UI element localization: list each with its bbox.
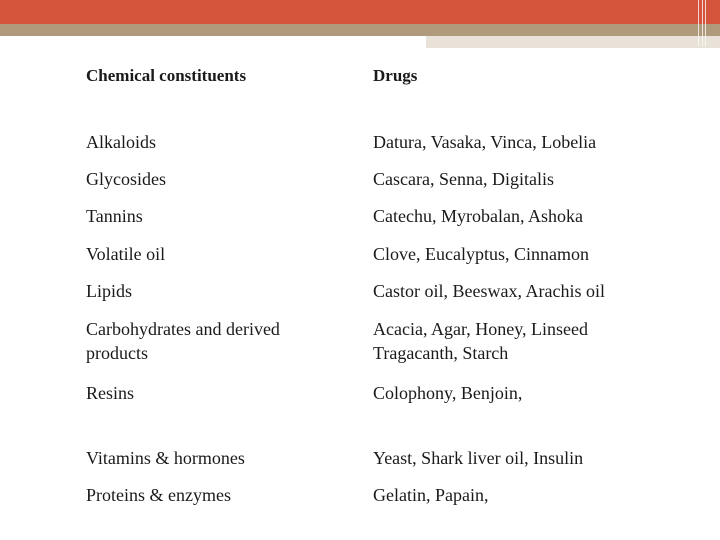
drugs-line: Tragacanth, Starch bbox=[373, 343, 509, 363]
drugs-cell: Clove, Eucalyptus, Cinnamon bbox=[373, 244, 589, 264]
constituent-line: products bbox=[86, 343, 148, 363]
drugs-cell: Yeast, Shark liver oil, Insulin bbox=[373, 448, 584, 468]
header-constituents: Chemical constituents bbox=[86, 66, 247, 85]
constituent-cell: Glycosides bbox=[86, 169, 166, 189]
constituent-line: Carbohydrates and derived bbox=[86, 319, 280, 339]
slide-header-bar bbox=[0, 0, 720, 24]
drugs-cell: Castor oil, Beeswax, Arachis oil bbox=[373, 281, 605, 301]
slide-accent-strip-light bbox=[426, 36, 720, 48]
drugs-cell: Datura, Vasaka, Vinca, Lobelia bbox=[373, 132, 597, 152]
constituent-cell: Alkaloids bbox=[86, 132, 156, 152]
constituent-cell: Resins bbox=[86, 383, 135, 403]
constituent-cell: Proteins & enzymes bbox=[86, 485, 231, 505]
constituent-cell: Lipids bbox=[86, 281, 133, 301]
drugs-cell: Colophony, Benjoin, bbox=[373, 383, 523, 403]
drugs-cell: Catechu, Myrobalan, Ashoka bbox=[373, 206, 583, 226]
drugs-cell: Cascara, Senna, Digitalis bbox=[373, 169, 554, 189]
slide-accent-strip bbox=[0, 24, 720, 36]
drugs-cell bbox=[373, 317, 673, 365]
constituent-cell bbox=[86, 317, 326, 365]
drugs-line: Acacia, Agar, Honey, Linseed bbox=[373, 319, 589, 339]
corner-decoration bbox=[698, 0, 706, 46]
constituent-cell: Vitamins & hormones bbox=[86, 448, 245, 468]
header-drugs: Drugs bbox=[373, 66, 418, 85]
constituent-cell: Tannins bbox=[86, 206, 143, 226]
drugs-cell: Gelatin, Papain, bbox=[373, 485, 489, 505]
constituent-cell: Volatile oil bbox=[86, 244, 166, 264]
